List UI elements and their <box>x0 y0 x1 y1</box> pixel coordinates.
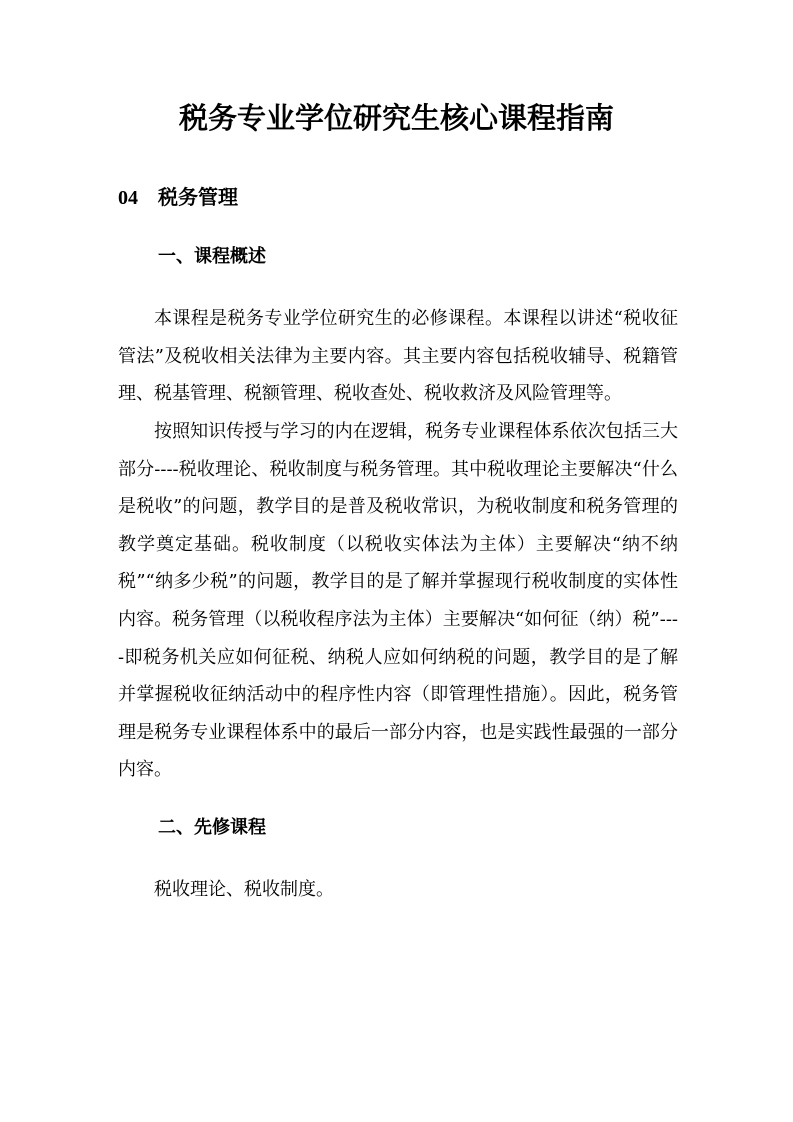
overview-paragraph-1: 本课程是税务专业学位研究生的必修课程。本课程以讲述“税收征管法”及税收相关法律为主要内容。其主要内容包括税收辅导、税籍管理、税基管理、税额管理、税收查处、税收救济及风险管理等。 <box>118 308 678 405</box>
prerequisites-paragraph: 税收理论、税收制度。 <box>154 879 334 900</box>
chapter-number: 04 <box>118 187 138 209</box>
section-heading-prerequisites: 二、先修课程 <box>158 817 266 838</box>
overview-paragraph-2: 按照知识传授与学习的内在逻辑，税务专业课程体系依次包括三大部分----税收理论、税收制度与税务管理。其中税收理论主要解决“什么是税收”的问题，教学目的是普及税收常识，为税收制度和税务管理的教学奠定基础。税收制度（以税收实体法为主体）主要解决“纳不纳税”“纳多少税”的问题，教学目的是了解并掌握现行税收制度的实体性内容。税务管理（以税收程序法为主体）主要解决“如何征（纳）税”----即税务机关应如何征税、纳税人应如何纳税的问题，教学目的是了解并掌握税收征纳活动中的程序性内容（即管理性措施）。因此，税务管理是税务专业课程体系中的最后一部分内容，也是实践性最强的一部分内容。 <box>118 421 678 781</box>
chapter-name: 税务管理 <box>158 185 238 209</box>
document-title: 税务专业学位研究生核心课程指南 <box>178 101 614 135</box>
section-heading-overview: 一、课程概述 <box>158 246 266 267</box>
chapter-heading <box>118 181 238 210</box>
